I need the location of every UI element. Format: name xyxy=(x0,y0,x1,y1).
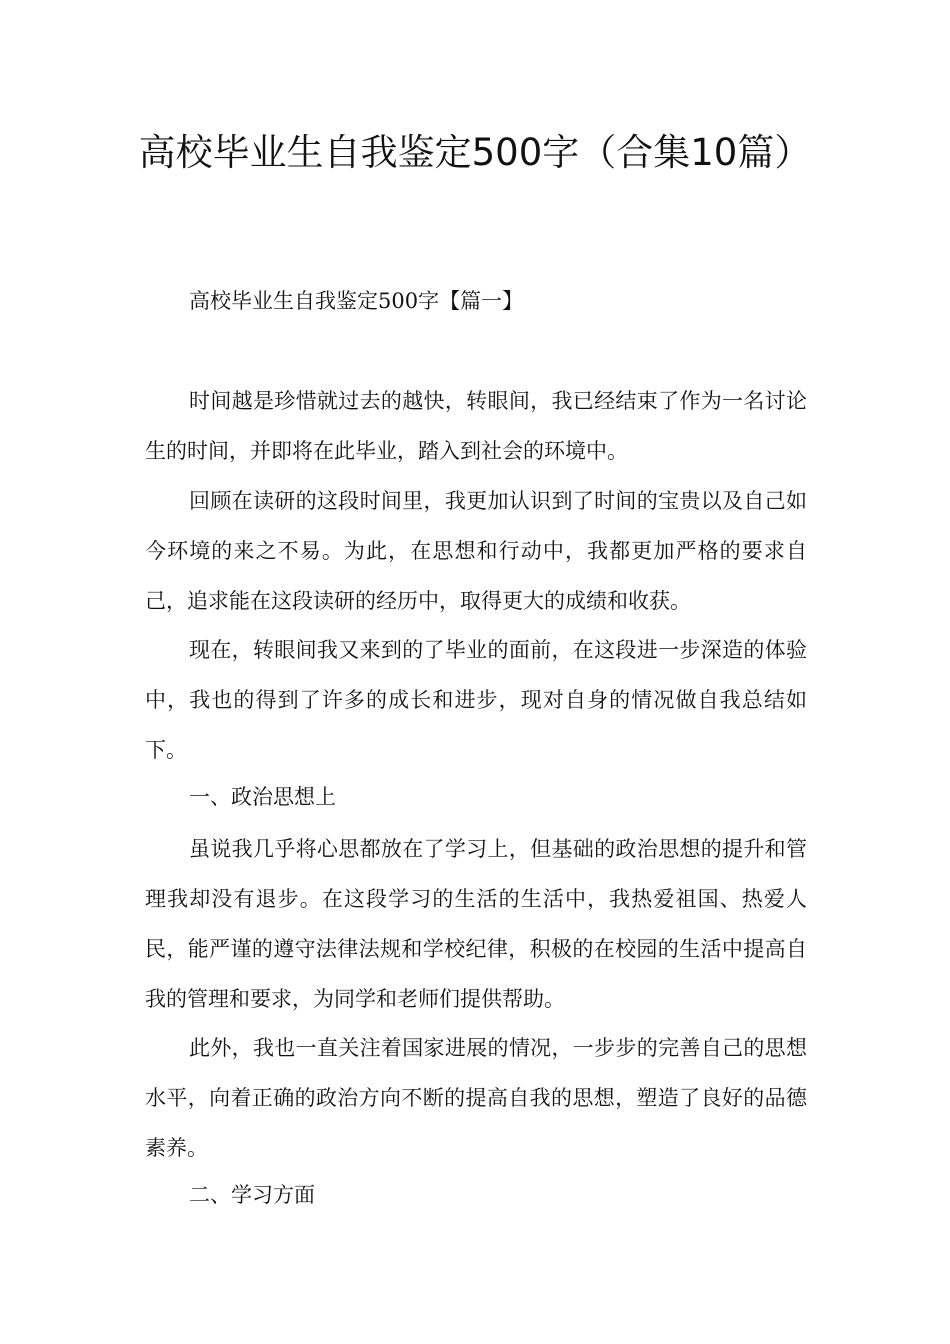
subheading-political: 一、政治思想上 xyxy=(189,785,336,809)
subheading-study: 二、学习方面 xyxy=(189,1183,315,1207)
paragraph-5: 此外，我也一直关注着国家进展的情况，一步步的完善自己的思想水平，向着正确的政治方向不断的提高自我的思想，塑造了良好的品德素养。 xyxy=(145,1036,807,1160)
section-heading: 高校毕业生自我鉴定500字【篇一】 xyxy=(189,289,524,313)
document-title: 高校毕业生自我鉴定500字（合集10篇） xyxy=(138,131,812,174)
paragraph-1: 时间越是珍惜就过去的越快，转眼间，我已经结束了作为一名讨论生的时间，并即将在此毕业，踏入到社会的环境中。 xyxy=(145,389,807,463)
paragraph-4: 虽说我几乎将心思都放在了学习上，但基础的政治思想的提升和管理我却没有退步。在这段学习的生活的生活中，我热爱祖国、热爱人民，能严谨的遵守法律法规和学校纪律，积极的在校园的生活中提高自我的管理和要求，为同学和老师们提供帮助。 xyxy=(145,837,807,1011)
paragraph-3: 现在，转眼间我又来到的了毕业的面前，在这段进一步深造的体验中，我也的得到了许多的成长和进步，现对自身的情况做自我总结如下。 xyxy=(145,638,807,762)
paragraph-2: 回顾在读研的这段时间里，我更加认识到了时间的宝贵以及自己如今环境的来之不易。为此，在思想和行动中，我都更加严格的要求自己，追求能在这段读研的经历中，取得更大的成绩和收获。 xyxy=(145,489,807,613)
